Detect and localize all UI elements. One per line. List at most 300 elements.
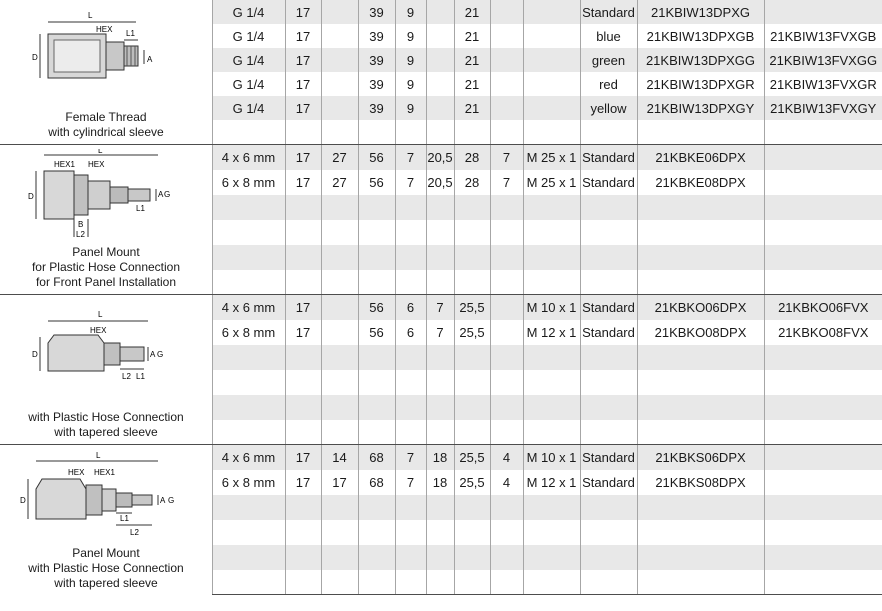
table-cell — [454, 495, 490, 520]
table-cell — [321, 195, 358, 220]
table-cell — [358, 270, 395, 295]
svg-text:D: D — [20, 496, 26, 505]
table-cell: 4 x 6 mm — [212, 445, 285, 470]
table-cell: 17 — [285, 470, 321, 495]
table-cell: 17 — [321, 470, 358, 495]
table-cell — [285, 245, 321, 270]
svg-text:G: G — [157, 350, 164, 359]
table-cell: 9 — [395, 72, 426, 96]
table-cell — [426, 370, 454, 395]
table-cell: 9 — [395, 48, 426, 72]
table-cell — [321, 370, 358, 395]
table-cell — [764, 145, 882, 170]
table-cell — [321, 96, 358, 120]
table-cell: 39 — [358, 48, 395, 72]
table-cell — [490, 96, 523, 120]
table-cell: 17 — [285, 145, 321, 170]
svg-text:B: B — [78, 220, 84, 229]
table-cell — [764, 445, 882, 470]
table-cell — [395, 345, 426, 370]
table-cell — [426, 72, 454, 96]
table-cell — [523, 0, 580, 24]
table-cell — [580, 420, 637, 445]
table-cell: 21KBIW13DPXGY — [637, 96, 764, 120]
table-cell — [426, 0, 454, 24]
table-cell — [426, 245, 454, 270]
table-cell — [426, 495, 454, 520]
table-cell — [454, 345, 490, 370]
table-cell: 21KBIW13FVXGY — [764, 96, 882, 120]
table-cell — [764, 370, 882, 395]
svg-text:A: A — [158, 190, 164, 199]
table-cell — [523, 270, 580, 295]
plastic-hose-tapered-sleeve-drawing — [8, 299, 204, 389]
table-cell: 21KBKS08DPX — [637, 470, 764, 495]
table-cell — [321, 0, 358, 24]
table-cell — [580, 520, 637, 545]
table-cell — [321, 320, 358, 345]
table-cell — [764, 570, 882, 595]
table-cell: 9 — [395, 0, 426, 24]
table-cell — [426, 120, 454, 145]
table-cell: G 1/4 — [212, 0, 285, 24]
table-cell — [454, 245, 490, 270]
product-figure-cell — [0, 295, 212, 445]
table-cell: 7 — [490, 170, 523, 195]
table-cell — [212, 345, 285, 370]
table-cell — [426, 48, 454, 72]
table-cell — [523, 120, 580, 145]
table-cell — [285, 345, 321, 370]
caption-line: with Plastic Hose Connection — [28, 560, 184, 575]
table-cell — [637, 220, 764, 245]
table-cell: 21 — [454, 72, 490, 96]
table-cell: 17 — [285, 295, 321, 320]
table-cell: 21KBKE06DPX — [637, 145, 764, 170]
table-cell: 21KBKO06DPX — [637, 295, 764, 320]
female-thread-coupling-drawing — [8, 4, 204, 94]
table-cell: 56 — [358, 320, 395, 345]
product-caption — [0, 245, 212, 290]
svg-text:HEX: HEX — [88, 160, 105, 169]
table-cell — [490, 0, 523, 24]
table-cell — [321, 520, 358, 545]
table-cell: 17 — [285, 170, 321, 195]
table-cell — [454, 120, 490, 145]
table-cell: 21KBKS06DPX — [637, 445, 764, 470]
table-cell: G 1/4 — [212, 96, 285, 120]
table-cell: M 12 x 1 — [523, 320, 580, 345]
table-cell — [637, 420, 764, 445]
table-cell: 21KBIW13FVXGR — [764, 72, 882, 96]
table-cell — [580, 220, 637, 245]
table-cell: M 25 x 1 — [523, 170, 580, 195]
table-cell — [426, 345, 454, 370]
svg-text:D: D — [28, 192, 34, 201]
table-cell — [285, 195, 321, 220]
table-cell — [580, 495, 637, 520]
table-cell: yellow — [580, 96, 637, 120]
table-cell — [358, 220, 395, 245]
panel-mount-plastic-hose-drawing — [8, 449, 204, 539]
table-cell — [764, 195, 882, 220]
table-cell — [395, 520, 426, 545]
table-cell: 7 — [395, 470, 426, 495]
table-cell — [764, 345, 882, 370]
table-cell: 25,5 — [454, 470, 490, 495]
table-cell — [454, 220, 490, 245]
table-cell — [395, 395, 426, 420]
svg-text:HEX1: HEX1 — [94, 468, 115, 477]
table-cell — [212, 270, 285, 295]
table-cell — [523, 48, 580, 72]
table-cell — [523, 370, 580, 395]
table-cell — [321, 295, 358, 320]
table-cell — [523, 570, 580, 595]
svg-text:HEX: HEX — [96, 25, 113, 34]
table-cell — [580, 545, 637, 570]
table-cell: 21KBKO06FVX — [764, 295, 882, 320]
table-cell — [285, 220, 321, 245]
table-cell: 17 — [285, 445, 321, 470]
table-cell — [490, 370, 523, 395]
table-cell: 28 — [454, 145, 490, 170]
table-cell — [395, 245, 426, 270]
table-cell: 56 — [358, 295, 395, 320]
table-cell — [490, 545, 523, 570]
table-cell — [212, 245, 285, 270]
table-cell: 56 — [358, 170, 395, 195]
table-cell: 56 — [358, 145, 395, 170]
table-cell — [764, 120, 882, 145]
table-cell: 14 — [321, 445, 358, 470]
table-cell — [637, 120, 764, 145]
table-cell — [764, 420, 882, 445]
table-cell: 18 — [426, 470, 454, 495]
table-cell — [212, 195, 285, 220]
table-cell — [764, 245, 882, 270]
table-cell: 25,5 — [454, 320, 490, 345]
table-cell — [285, 120, 321, 145]
table-cell — [426, 270, 454, 295]
svg-text:HEX: HEX — [90, 326, 107, 335]
table-cell — [523, 245, 580, 270]
table-cell — [358, 195, 395, 220]
table-cell: M 10 x 1 — [523, 295, 580, 320]
table-cell: 6 x 8 mm — [212, 170, 285, 195]
table-cell: 6 — [395, 295, 426, 320]
product-figure-cell — [0, 0, 212, 145]
table-cell: 17 — [285, 48, 321, 72]
table-cell — [321, 420, 358, 445]
caption-line: Female Thread — [65, 110, 147, 124]
product-figure-cell — [0, 445, 212, 595]
table-cell: 21KBIW13FVXGB — [764, 24, 882, 48]
svg-text:L1: L1 — [136, 372, 145, 381]
table-cell: Standard — [580, 170, 637, 195]
svg-text:A: A — [147, 55, 153, 64]
table-cell — [637, 195, 764, 220]
table-cell: Standard — [580, 445, 637, 470]
table-cell — [490, 270, 523, 295]
table-cell — [523, 545, 580, 570]
table-cell — [358, 570, 395, 595]
table-cell — [523, 96, 580, 120]
table-cell — [490, 72, 523, 96]
table-cell — [358, 345, 395, 370]
table-cell — [580, 370, 637, 395]
table-cell — [523, 345, 580, 370]
table-cell: 21KBKO08DPX — [637, 320, 764, 345]
table-cell — [426, 96, 454, 120]
table-cell: 7 — [395, 145, 426, 170]
svg-text:G: G — [164, 190, 171, 199]
table-cell — [637, 245, 764, 270]
table-cell — [321, 48, 358, 72]
table-cell — [321, 570, 358, 595]
svg-text:A: A — [150, 350, 156, 359]
table-cell: 9 — [395, 24, 426, 48]
table-cell: 21KBIW13FVXGG — [764, 48, 882, 72]
table-cell: Standard — [580, 145, 637, 170]
table-cell — [523, 395, 580, 420]
caption-line: with Plastic Hose Connection — [28, 410, 184, 424]
table-cell — [580, 245, 637, 270]
table-cell — [426, 24, 454, 48]
table-cell — [637, 345, 764, 370]
table-cell: 9 — [395, 96, 426, 120]
table-cell — [358, 370, 395, 395]
table-cell: 6 x 8 mm — [212, 470, 285, 495]
svg-text:D: D — [32, 53, 38, 62]
table-cell — [454, 545, 490, 570]
caption-line: Panel Mount — [72, 545, 140, 560]
table-cell: 7 — [395, 170, 426, 195]
table-cell — [395, 545, 426, 570]
svg-text:G: G — [168, 496, 175, 505]
table-cell — [395, 420, 426, 445]
table-cell — [523, 420, 580, 445]
table-cell: 17 — [285, 24, 321, 48]
table-cell: 21KBIW13DPXGR — [637, 72, 764, 96]
product-caption — [0, 110, 212, 140]
product-caption — [0, 546, 212, 591]
table-row — [0, 295, 882, 320]
table-cell — [321, 545, 358, 570]
caption-line: for Front Panel Installation — [35, 275, 177, 289]
table-cell: 4 — [490, 445, 523, 470]
table-cell — [764, 170, 882, 195]
table-cell — [426, 570, 454, 595]
table-cell — [580, 570, 637, 595]
table-cell — [490, 24, 523, 48]
table-cell — [454, 370, 490, 395]
table-cell: green — [580, 48, 637, 72]
table-cell — [764, 470, 882, 495]
svg-text:L2: L2 — [122, 372, 131, 381]
table-cell — [523, 220, 580, 245]
table-cell: 4 x 6 mm — [212, 145, 285, 170]
table-cell — [212, 495, 285, 520]
table-cell — [285, 545, 321, 570]
table-cell — [395, 120, 426, 145]
table-cell: 6 — [395, 320, 426, 345]
table-cell — [321, 24, 358, 48]
product-figure-cell — [0, 145, 212, 295]
table-cell — [212, 545, 285, 570]
svg-text:L: L — [98, 149, 103, 155]
table-cell — [321, 345, 358, 370]
table-cell: 21KBIW13DPXG — [637, 0, 764, 24]
table-cell: 39 — [358, 96, 395, 120]
table-cell — [454, 570, 490, 595]
table-cell — [321, 220, 358, 245]
table-cell: 28 — [454, 170, 490, 195]
table-cell — [454, 420, 490, 445]
table-cell: G 1/4 — [212, 72, 285, 96]
table-cell: 39 — [358, 24, 395, 48]
table-cell — [285, 270, 321, 295]
table-cell: 17 — [285, 0, 321, 24]
table-cell — [426, 520, 454, 545]
caption-line: with tapered sleeve — [54, 575, 158, 590]
table-cell: 7 — [426, 295, 454, 320]
table-cell — [490, 495, 523, 520]
table-cell — [285, 570, 321, 595]
table-cell: 4 — [490, 470, 523, 495]
table-cell — [764, 0, 882, 24]
table-cell — [395, 370, 426, 395]
table-cell — [395, 495, 426, 520]
table-cell: 21 — [454, 96, 490, 120]
table-cell — [212, 570, 285, 595]
table-cell: 21 — [454, 48, 490, 72]
table-row — [0, 145, 882, 170]
svg-text:L: L — [88, 11, 93, 20]
table-cell — [321, 72, 358, 96]
table-cell: 21KBKO08FVX — [764, 320, 882, 345]
svg-text:HEX1: HEX1 — [54, 160, 75, 169]
table-cell: Standard — [580, 295, 637, 320]
table-cell — [358, 245, 395, 270]
table-cell — [637, 545, 764, 570]
table-cell — [212, 220, 285, 245]
table-cell: 68 — [358, 445, 395, 470]
table-cell — [637, 570, 764, 595]
table-cell — [454, 520, 490, 545]
table-cell — [637, 270, 764, 295]
table-cell — [490, 245, 523, 270]
table-cell: 25,5 — [454, 445, 490, 470]
table-cell — [454, 195, 490, 220]
table-cell — [490, 195, 523, 220]
table-cell: M 12 x 1 — [523, 470, 580, 495]
table-cell — [358, 420, 395, 445]
table-cell: 27 — [321, 170, 358, 195]
table-cell: 7 — [395, 445, 426, 470]
table-cell — [490, 395, 523, 420]
svg-text:L1: L1 — [136, 204, 145, 213]
table-cell — [523, 495, 580, 520]
table-cell — [490, 570, 523, 595]
table-cell — [764, 270, 882, 295]
table-cell — [764, 520, 882, 545]
table-cell — [580, 120, 637, 145]
table-cell — [426, 395, 454, 420]
svg-text:HEX: HEX — [68, 468, 85, 477]
svg-text:L2: L2 — [76, 230, 85, 239]
table-cell — [358, 120, 395, 145]
table-cell: 39 — [358, 0, 395, 24]
table-cell: 17 — [285, 320, 321, 345]
table-cell: 7 — [490, 145, 523, 170]
table-cell: 21 — [454, 24, 490, 48]
panel-mount-front-panel-drawing — [8, 149, 204, 239]
table-cell — [358, 495, 395, 520]
table-cell: M 10 x 1 — [523, 445, 580, 470]
table-cell: Standard — [580, 320, 637, 345]
svg-text:A: A — [160, 496, 166, 505]
table-cell — [490, 345, 523, 370]
caption-line: with tapered sleeve — [54, 425, 158, 439]
table-cell — [580, 345, 637, 370]
table-cell — [523, 195, 580, 220]
table-cell: 39 — [358, 72, 395, 96]
table-cell — [490, 120, 523, 145]
table-cell — [426, 195, 454, 220]
table-cell: 21KBIW13DPXGG — [637, 48, 764, 72]
table-cell — [212, 120, 285, 145]
svg-text:L1: L1 — [120, 514, 129, 523]
table-cell — [580, 195, 637, 220]
caption-line: Panel Mount — [72, 245, 140, 259]
svg-text:L: L — [98, 310, 103, 319]
table-cell — [285, 520, 321, 545]
table-cell — [285, 495, 321, 520]
table-cell: Standard — [580, 0, 637, 24]
table-cell: 4 x 6 mm — [212, 295, 285, 320]
table-cell — [321, 270, 358, 295]
table-cell: 21 — [454, 0, 490, 24]
table-cell — [523, 520, 580, 545]
table-cell — [764, 495, 882, 520]
table-cell — [637, 395, 764, 420]
table-cell — [523, 72, 580, 96]
table-cell — [426, 420, 454, 445]
table-cell — [395, 195, 426, 220]
table-cell — [490, 220, 523, 245]
table-cell — [490, 295, 523, 320]
table-cell — [637, 520, 764, 545]
table-cell — [285, 370, 321, 395]
caption-line: for Plastic Hose Connection — [31, 260, 181, 274]
table-cell: 20,5 — [426, 145, 454, 170]
table-cell — [395, 270, 426, 295]
table-cell — [426, 220, 454, 245]
table-cell: 6 x 8 mm — [212, 320, 285, 345]
svg-text:L1: L1 — [126, 29, 135, 38]
table-cell: M 25 x 1 — [523, 145, 580, 170]
table-cell — [764, 395, 882, 420]
table-cell — [285, 395, 321, 420]
caption-line: with cylindrical sleeve — [48, 125, 164, 139]
table-cell — [764, 220, 882, 245]
table-cell — [212, 395, 285, 420]
table-cell — [321, 395, 358, 420]
table-cell: 7 — [426, 320, 454, 345]
table-cell: 21KBKE08DPX — [637, 170, 764, 195]
table-cell — [490, 520, 523, 545]
